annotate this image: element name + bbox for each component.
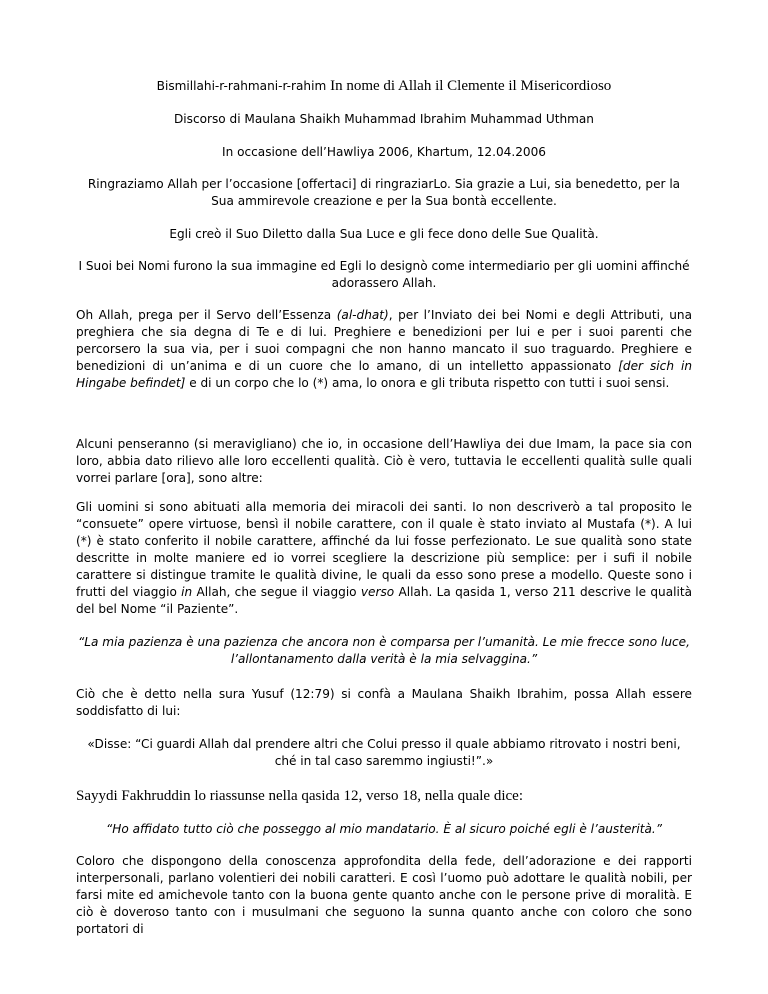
bismillah-text: Bismillahi-r-rahmani-r-rahim xyxy=(156,79,327,93)
para2-verso: verso xyxy=(360,585,395,599)
discourse-title: Discorso di Maulana Shaikh Muhammad Ibrahim Muhammad Uthman xyxy=(174,112,594,126)
para2-in: in xyxy=(181,585,193,599)
intro-thanks: Ringraziamo Allah per l’occasione [offertaci] di ringraziarLo. Sia grazie a Lui, sia benedetto, per la Sua ammirevole creazione e per la Sua bontà eccellente. xyxy=(87,177,681,208)
prayer-term-german: [der sich in Hingabe befindet] xyxy=(76,359,692,390)
bismillah-line xyxy=(76,78,692,95)
body-paragraph-4: Sayydi Fakhruddin lo riassunse nella qasida 12, verso 18, nella quale dice: xyxy=(76,788,523,804)
prayer-part3: e di un corpo che lo (*) ama, lo onora e gli tributa rispetto con tutti i suoi sensi. xyxy=(185,376,670,390)
bismillah-translation: In nome di Allah il Clemente il Misericordioso xyxy=(330,78,612,94)
para2-part-a: Gli uomini si sono abituati alla memoria dei miracoli dei santi. Io non descriverò a tal proposito le “consuete” opere virtuose, bensì il nobile carattere, con il quale è stato inviato al Mustafa (*). A lui (*) è stato conferito il nobile carattere, affinché da lui fosse perfezionato. Le sue qualità sono state descritte in molte maniere ed io vorrei scegliere la descrizione più semplice: per i sufi il nobile carattere si distingue tramite le qualità divine, le quali da esso sono prese a modello. Queste sono i frutti del viaggio xyxy=(76,500,692,599)
body-paragraph-5: Coloro che dispongono della conoscenza approfondita della fede, dell’adorazione e dei rapporti interpersonali, parlano volentieri dei nobili caratteri. E così l’uomo può adottare le qualità nobili, per farsi mite ed amichevole tanto con la buona gente quanto anche con le persone prive di moralità. E ciò è doveroso tanto con i musulmani che seguono la sunna quanto anche con coloro che sono portatori di xyxy=(76,854,692,936)
quote-qasida-12: “Ho affidato tutto ciò che posseggo al mio mandatario. È al sicuro poiché egli è l’austerità.” xyxy=(105,822,663,836)
occasion-line: In occasione dell’Hawliya 2006, Khartum, 12.04.2006 xyxy=(222,145,546,159)
body-paragraph-2 xyxy=(76,499,692,618)
body-paragraph-3: Ciò che è detto nella sura Yusuf (12:79) si confà a Maulana Shaikh Ibrahim, possa Allah essere soddisfatto di lui: xyxy=(76,687,692,718)
intro-names: I Suoi bei Nomi furono la sua immagine ed Egli lo designò come intermediario per gli uomini affinché adorassero Allah. xyxy=(78,259,690,290)
prayer-term-al-dhat: (al-dhat) xyxy=(336,308,389,322)
prayer-part2: , per l’Inviato dei bei Nomi e degli Attributi, una preghiera che sia degna di Te e di lui. Preghiere e benedizioni per lui e per i suoi parenti che percorsero la sua via, per i suoi compagni che non hanno mancato il suo traguardo. Preghiere e benedizioni di un’anima e di un cuore che lo amano, di un intelletto appassionato xyxy=(76,308,693,373)
prayer-paragraph xyxy=(76,307,692,392)
intro-creation: Egli creò il Suo Diletto dalla Sua Luce e gli fece dono delle Sue Qualità. xyxy=(169,227,599,241)
prayer-part1: Oh Allah, prega per il Servo dell’Essenza xyxy=(76,308,337,322)
body-paragraph-1: Alcuni penseranno (si meravigliano) che io, in occasione dell’Hawliya dei due Imam, la pace sia con loro, abbia dato rilievo alle loro eccellenti qualità. Ciò è vero, tuttavia le eccellenti qualità sulle quali vorrei parlare [ora], sono altre: xyxy=(76,437,692,485)
quote-sura-yusuf: «Disse: “Ci guardi Allah dal prendere altri che Colui presso il quale abbiamo ritrovato i nostri beni, ché in tal caso saremmo ingiusti!”.» xyxy=(87,737,681,768)
quote-qasida-1: “La mia pazienza è una pazienza che ancora non è comparsa per l’umanità. Le mie frecce sono luce, l’allontanamento dalla verità è la mia selvaggina.” xyxy=(78,635,690,666)
para2-part-b: Allah, che segue il viaggio xyxy=(192,585,361,599)
para2-part-c: Allah. La qasida 1, verso 211 descrive le qualità del bel Nome “il Paziente”. xyxy=(76,585,692,616)
